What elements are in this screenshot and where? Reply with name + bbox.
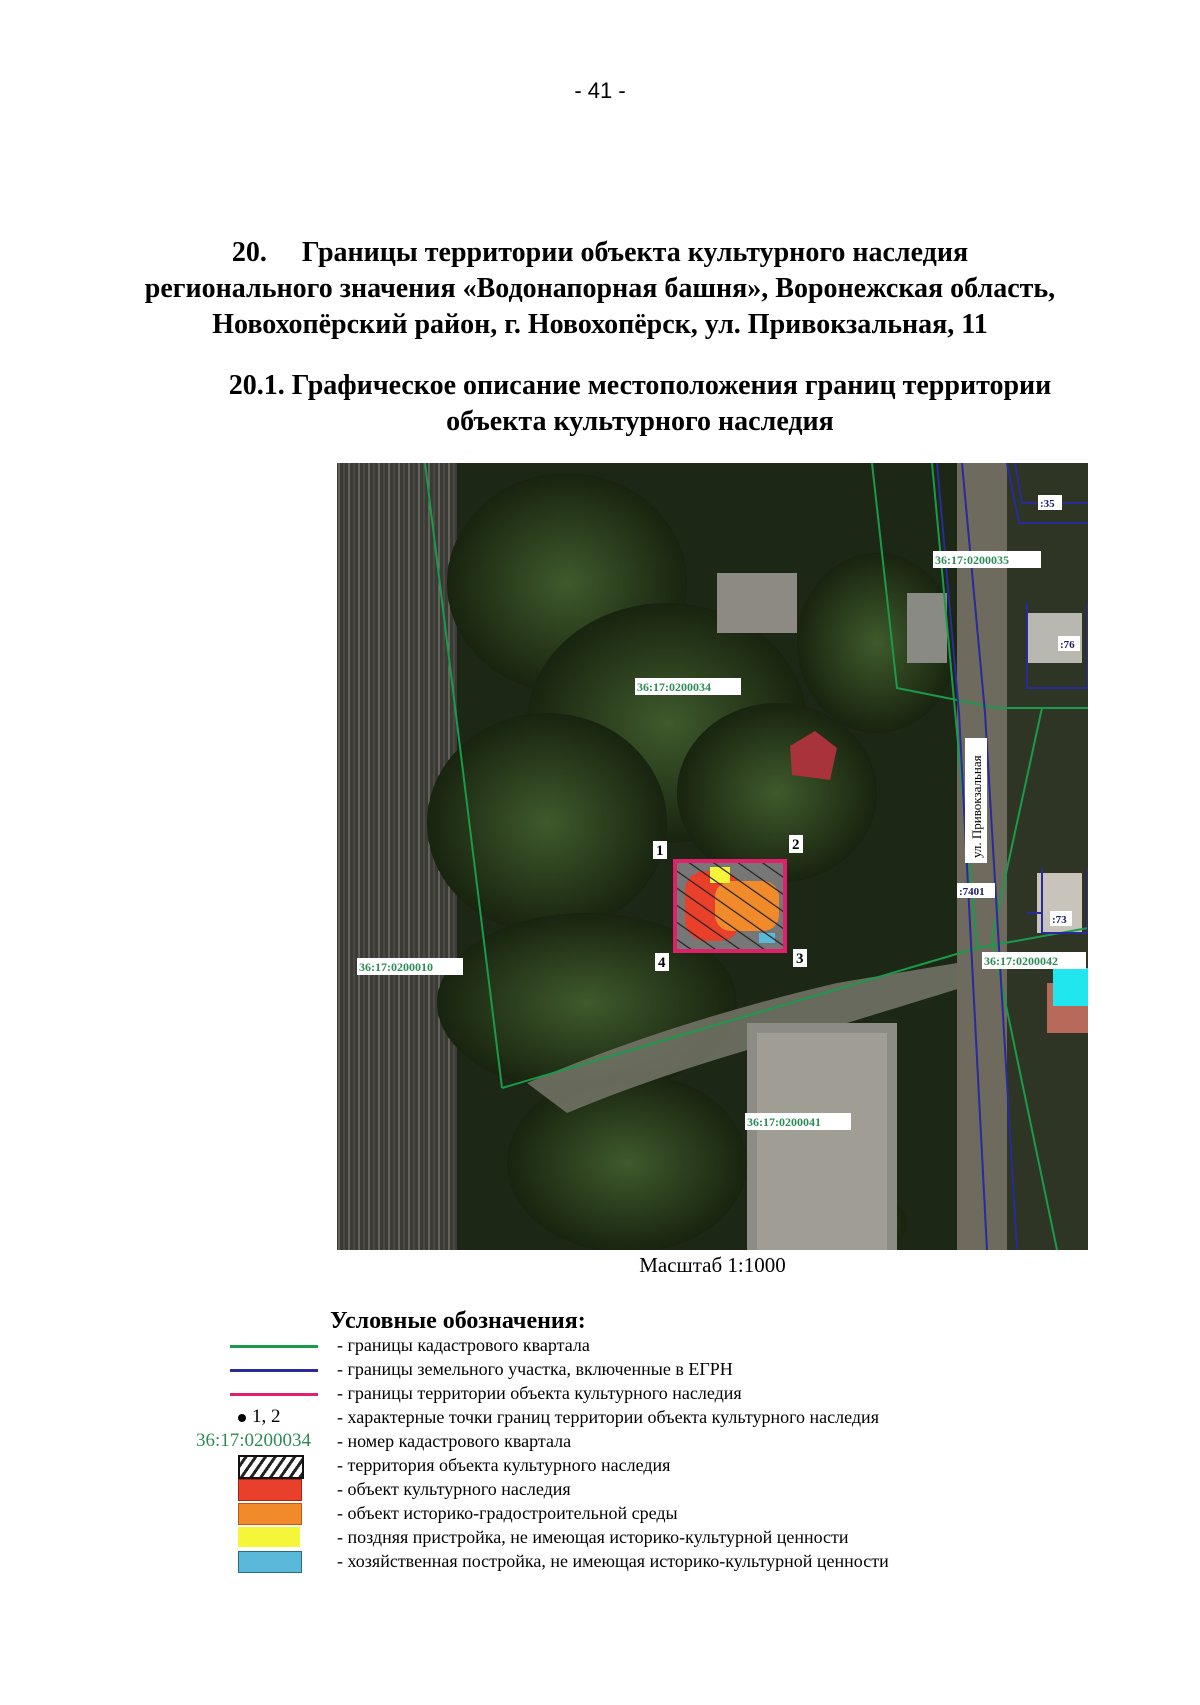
legend-item-heritage-boundary bbox=[200, 1382, 1060, 1406]
legend-text: - объект культурного наследия bbox=[337, 1479, 571, 1499]
legend-item-late-annex bbox=[200, 1526, 1060, 1550]
red-swatch bbox=[238, 1479, 302, 1501]
legend-item-points bbox=[200, 1406, 1060, 1430]
street-label: ул. Привокзальная bbox=[969, 755, 984, 858]
legend-text: - хозяйственная постройка, не имеющая историко-культурной ценности bbox=[337, 1551, 889, 1571]
page-number: - 41 - bbox=[574, 78, 626, 103]
section-subheading bbox=[140, 368, 1140, 440]
legend-text: - номер кадастрового квартала bbox=[337, 1431, 572, 1451]
legend-text: - границы территории объекта культурного наследия bbox=[337, 1383, 742, 1403]
legend-title: Условные обозначения: bbox=[330, 1308, 586, 1334]
point-label-2: 2 bbox=[792, 837, 800, 853]
legend-item-heritage-territory bbox=[200, 1454, 1060, 1478]
legend-text: - поздняя пристройка, не имеющая историко-культурной ценности bbox=[337, 1527, 849, 1547]
parcel-label-76: :76 bbox=[1060, 639, 1075, 651]
parcel-label-7401: :7401 bbox=[959, 886, 985, 898]
scale-label: Масштаб 1:1000 bbox=[639, 1253, 786, 1277]
orange-swatch bbox=[238, 1503, 302, 1525]
legend-item-quarter-boundary bbox=[200, 1334, 1060, 1358]
point-label-3: 3 bbox=[796, 951, 804, 967]
legend-text: - границы земельного участка, включенные в ЕГРН bbox=[337, 1359, 733, 1379]
point-label-4: 4 bbox=[658, 955, 666, 971]
heading-line-2: регионального значения «Водонапорная башня», Воронежская область, bbox=[144, 273, 1056, 304]
points-symbol-label: 1, 2 bbox=[252, 1406, 281, 1427]
quarter-label-41: 36:17:0200041 bbox=[747, 1115, 821, 1129]
quarter-number-symbol: 36:17:0200034 bbox=[196, 1430, 312, 1451]
point-label-1: 1 bbox=[656, 843, 664, 859]
pink-line-swatch bbox=[230, 1393, 318, 1396]
cyan-swatch bbox=[238, 1551, 302, 1573]
parcel-label-73: :73 bbox=[1052, 914, 1067, 926]
legend-item-parcel-boundary bbox=[200, 1358, 1060, 1382]
legend-item-urban-environment bbox=[200, 1502, 1060, 1526]
quarter-label-34: 36:17:0200034 bbox=[637, 680, 711, 694]
legend-text: - характерные точки границ территории объекта культурного наследия bbox=[337, 1407, 879, 1427]
document-heading bbox=[100, 235, 1100, 343]
green-line-swatch bbox=[230, 1345, 318, 1348]
legend-text: - территория объекта культурного наследия bbox=[337, 1455, 671, 1475]
point-dot-icon bbox=[238, 1414, 246, 1422]
parcel-label-35: :35 bbox=[1040, 498, 1055, 510]
heading-line-3: Новохопёрский район, г. Новохопёрск, ул. Привокзальная, 11 bbox=[212, 309, 988, 340]
legend-text: - объект историко-градостроительной среды bbox=[337, 1503, 678, 1523]
heritage-territory bbox=[675, 861, 785, 951]
subheading-line-1: 20.1. Графическое описание местоположения границ территории bbox=[228, 370, 1052, 401]
satellite-map bbox=[337, 463, 1088, 1250]
legend-item-heritage-object bbox=[200, 1478, 1060, 1502]
legend-item-outbuilding bbox=[200, 1550, 1060, 1574]
yellow-swatch bbox=[238, 1527, 300, 1547]
quarter-label-10: 36:17:0200010 bbox=[359, 960, 433, 974]
quarter-label-42: 36:17:0200042 bbox=[984, 954, 1058, 968]
quarter-label-35: 36:17:0200035 bbox=[935, 553, 1009, 567]
outbuilding-marker bbox=[1053, 968, 1088, 1006]
blue-line-swatch bbox=[230, 1369, 318, 1372]
heading-line-1: 20. Границы территории объекта культурного наследия bbox=[231, 237, 969, 268]
legend-text: - границы кадастрового квартала bbox=[337, 1335, 590, 1355]
legend-item-quarter-number bbox=[196, 1430, 1060, 1454]
hatched-swatch bbox=[238, 1455, 304, 1479]
subheading-line-2: объекта культурного наследия bbox=[446, 406, 834, 437]
